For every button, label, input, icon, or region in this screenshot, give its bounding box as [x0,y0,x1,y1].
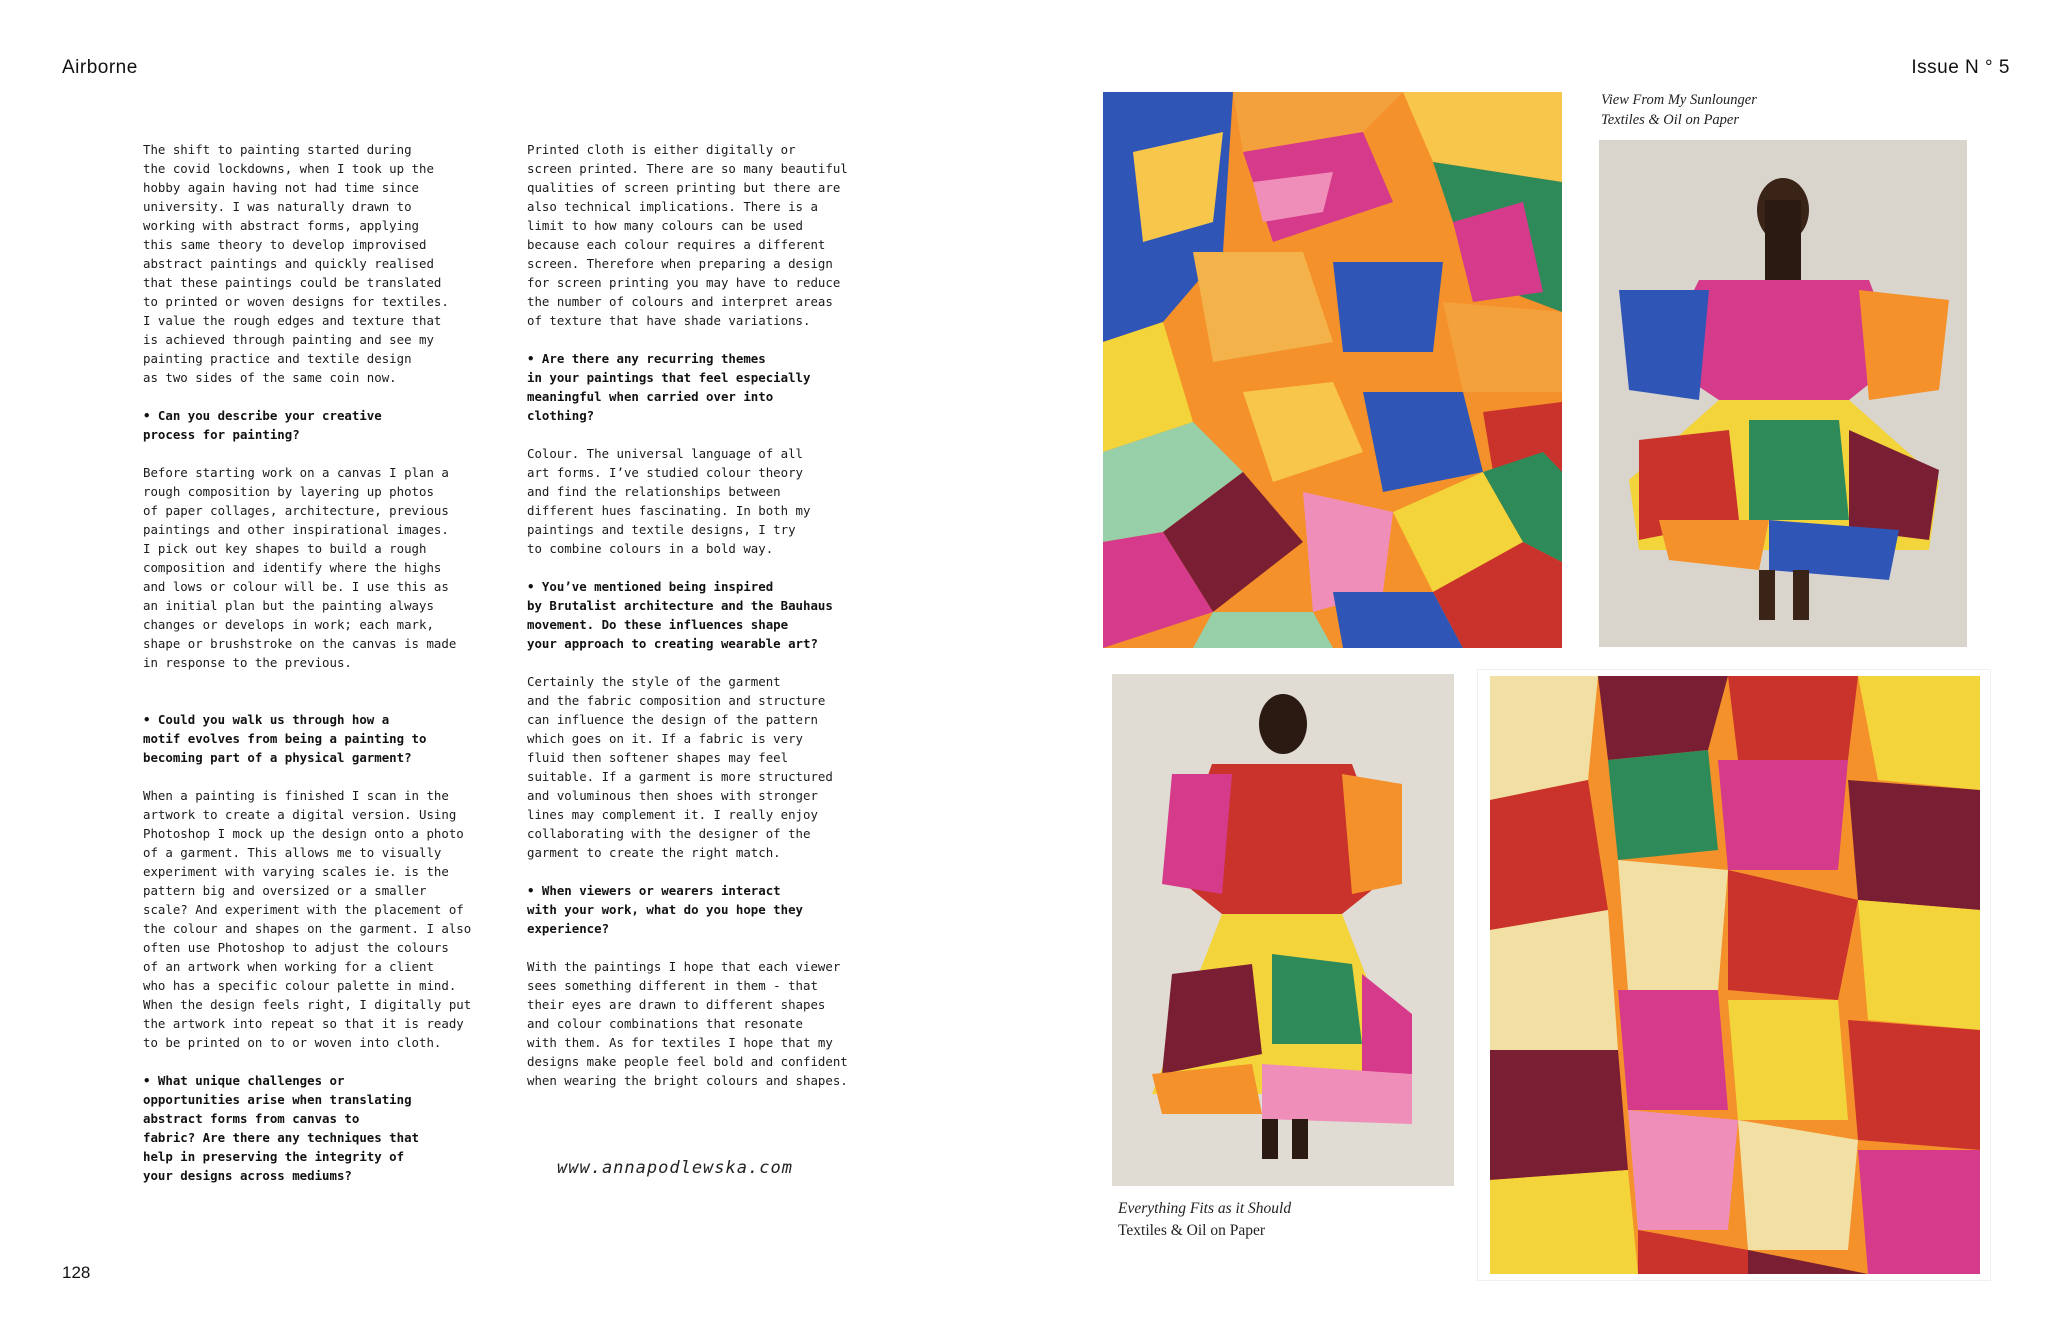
painting-everything-fits-as-it-should [1478,670,1990,1280]
answer-challenges: Printed cloth is either digitally or screen printed. There are so many beautiful qualities of screen printing but there are also technical implications. There is a limit to how many colours can be used because each colour requires a different screen. Therefore when preparing a design for screen printing you may have to reduce the number of colours and interpret areas of texture that have shade variations. [527,142,848,328]
painting-view-from-my-sunlounger [1103,92,1562,648]
photo-model-flared-dress [1599,140,1967,647]
article-column-1 [143,140,495,1185]
website-url[interactable]: www.annapodlewska.com [557,1158,793,1178]
question-creative-process: • Can you describe your creative process for painting? [143,408,382,442]
answer-motif-evolution: When a painting is finished I scan in the artwork to create a digital version. Using Photoshop I mock up the design onto a photo of a garment. This allows me to visually experiment with varying scales ie. is the pattern big and oversized or a smaller scale? And experiment with the placement of the colour and shapes on the garment. I also often use Photoshop to adjust the colours of an artwork when working for a client who has a specific colour palette in mind. When the design feels right, I digitally put the artwork into repeat so that it is ready to be printed on to or woven into cloth. [143,788,472,1050]
caption-view-from-my-sunlounger [1601,90,1757,130]
question-motif-evolution: • Could you walk us through how a motif evolves from being a painting to becoming part of a physical garment? [143,712,427,765]
section-title: Airborne [62,57,138,78]
caption-medium: Textiles & Oil on Paper [1118,1222,1266,1239]
abstract-painting-image [1103,92,1562,648]
caption-title: View From My Sunlounger [1601,92,1757,108]
model-photo-image [1599,140,1967,647]
article-column-2 [527,140,867,1090]
answer-viewer-experience: With the paintings I hope that each viewer sees something different in them - that their eyes are drawn to different shapes and colour combinations that resonate with them. As for textiles I hope that my designs make people feel bold and confident when wearing the bright colours and shapes. [527,959,848,1088]
question-recurring-themes: • Are there any recurring themes in your paintings that feel especially meaningful when carried over into clothing? [527,351,811,423]
question-viewer-experience: • When viewers or wearers interact with your work, what do you hope they experience? [527,883,804,936]
answer-recurring-themes: Colour. The universal language of all art forms. I’ve studied colour theory and find the relationships between different hues fascinating. In both my paintings and textile designs, I try to combine colours in a bold way. [527,446,811,556]
question-brutalist-influence: • You’ve mentioned being inspired by Brutalist architecture and the Bauhaus movement. Do these influences shape your approach to creating wearable art? [527,579,833,651]
caption-medium: Textiles & Oil on Paper [1601,112,1740,128]
photo-model-tiered-dress [1112,674,1454,1186]
page-number: 128 [62,1263,91,1282]
answer-creative-process: Before starting work on a canvas I plan a rough composition by layering up photos of paper collages, architecture, previous paintings and other inspirational images. I pick out key shapes to build a rough composition and identify where the highs and lows or colour will be. I use this as an initial plan but the painting always changes or develops in work; each mark, shape or brushstroke on the canvas is made in response to the previous. [143,465,457,670]
question-challenges: • What unique challenges or opportunities arise when translating abstract forms from canvas to fabric? Are there any techniques that help in preserving the integrity of your designs across mediums? [143,1073,420,1183]
caption-title: Everything Fits as it Should [1118,1200,1292,1217]
caption-everything-fits [1118,1198,1291,1242]
answer-brutalist-influence: Certainly the style of the garment and the fabric composition and structure can influence the design of the pattern which goes on it. If a fabric is very fluid then softener shapes may feel suitable. If a garment is more structured and voluminous then shoes with stronger lines may complement it. I really enjoy collaborating with the designer of the garment to create the right match. [527,674,833,860]
issue-number: Issue N ° 5 [1911,57,2010,78]
abstract-painting-image [1478,670,1990,1280]
model-photo-image [1112,674,1454,1186]
intro-paragraph: The shift to painting started during the covid lockdowns, when I took up the hobby again having not had time since university. I was naturally drawn to working with abstract forms, applying this same theory to develop improvised abstract paintings and quickly realised that these paintings could be translated to printed or woven designs for textiles. I value the rough edges and texture that is achieved through painting and see my painting practice and textile design as two sides of the same coin now. [143,142,449,385]
